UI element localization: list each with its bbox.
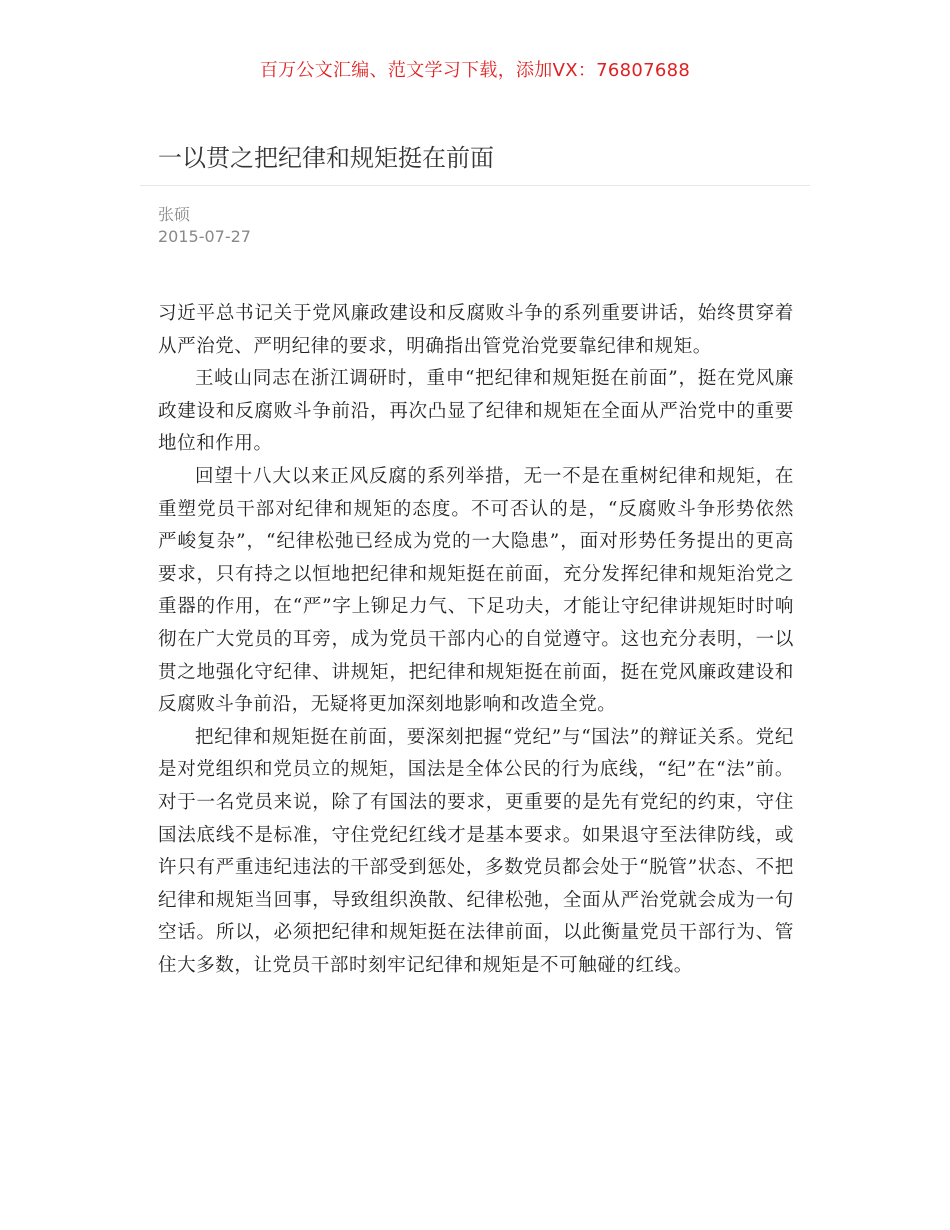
author-name: 张硕 bbox=[158, 205, 191, 224]
title-divider bbox=[140, 185, 810, 186]
article-body bbox=[158, 298, 794, 982]
paragraph-1: 习近平总书记关于党风廉政建设和反腐败斗争的系列重要讲话，始终贯穿着从严治党、严明纪律的要求，明确指出管党治党要靠纪律和规矩。 bbox=[158, 303, 794, 357]
publish-date: 2015-07-27 bbox=[158, 227, 251, 246]
paragraph-3: 回望十八大以来正风反腐的系列举措，无一不是在重树纪律和规矩，在重塑党员干部对纪律和规矩的态度。不可否认的是，“反腐败斗争形势依然严峻复杂”，“纪律松弛已经成为党的一大隐患”，面对形势任务提出的更高要求，只有持之以恒地把纪律和规矩挺在前面，充分发挥纪律和规矩治党之重器的作用，在“严”字上铆足力气、下足功夫，才能让守纪律讲规矩时时响彻在广大党员的耳旁，成为党员干部内心的自觉遵守。这也充分表明，一以贯之地强化守纪律、讲规矩，把纪律和规矩挺在前面，挺在党风廉政建设和反腐败斗争前沿，无疑将更加深刻地影响和改造全党。 bbox=[158, 465, 794, 716]
article-title: 一以贯之把纪律和规矩挺在前面 bbox=[158, 144, 494, 172]
paragraph-2: 王岐山同志在浙江调研时，重申“把纪律和规矩挺在前面”，挺在党风廉政建设和反腐败斗争前沿，再次凸显了纪律和规矩在全面从严治党中的重要地位和作用。 bbox=[158, 368, 794, 455]
article-meta bbox=[158, 204, 251, 248]
paragraph-4: 把纪律和规矩挺在前面，要深刻把握“党纪”与“国法”的辩证关系。党纪是对党组织和党员立的规矩，国法是全体公民的行为底线，“纪”在“法”前。对于一名党员来说，除了有国法的要求，更重要的是先有党纪的约束，守住国法底线不是标准，守住党纪红线才是基本要求。如果退守至法律防线，或许只有严重违纪违法的干部受到惩处，多数党员都会处于“脱管”状态、不把纪律和规矩当回事，导致组织涣散、纪律松弛，全面从严治党就会成为一句空话。所以，必须把纪律和规矩挺在法律前面，以此衡量党员干部行为、管住大多数，让党员干部时刻牢记纪律和规矩是不可触碰的红线。 bbox=[158, 726, 794, 976]
promo-banner: 百万公文汇编、范文学习下载，添加VX：76807688 bbox=[259, 60, 691, 81]
